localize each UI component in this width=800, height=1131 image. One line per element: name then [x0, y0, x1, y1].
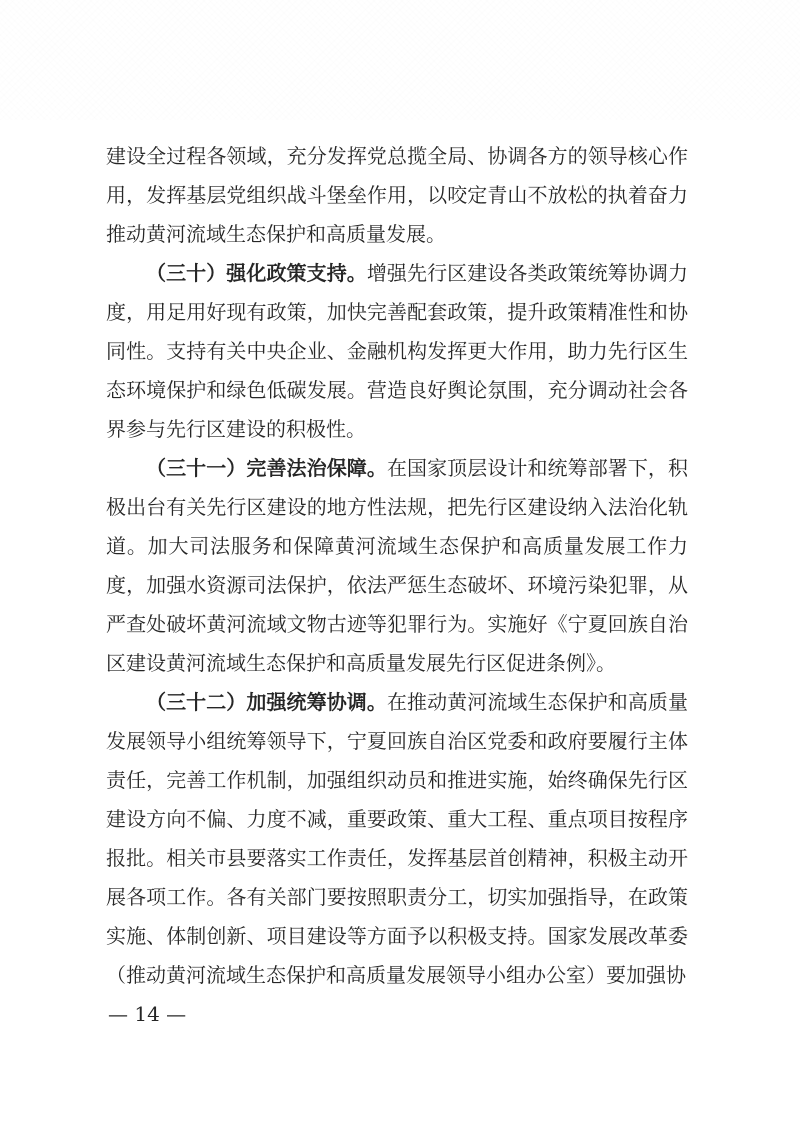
section-30-heading: （三十）强化政策支持。 — [146, 261, 367, 285]
page-number: — 14 — — [108, 1002, 187, 1026]
paragraph-continuation — [106, 137, 688, 254]
paragraph-text: 增强先行区建设各类政策统筹协调力度，用足用好现有政策，加快完善配套政策，提升政策精准性和协同性。支持有关中央企业、金融机构发挥更大作用，助力先行区生态环境保护和绿色低碳发展。营造良好舆论氛围，充分调动社会各界参与先行区建设的积极性。 — [106, 261, 689, 441]
paragraph-section-32 — [106, 683, 688, 995]
paragraph-section-30 — [106, 254, 688, 449]
document-body — [106, 137, 688, 995]
paragraph-text: 在推动黄河流域生态保护和高质量发展领导小组统筹领导下，宁夏回族自治区党委和政府要履行主体责任，完善工作机制，加强组织动员和推进实施，始终确保先行区建设方向不偏、力度不减，重要政策、重大工程、重点项目按程序报批。相关市县要落实工作责任，发挥基层首创精神，积极主动开展各项工作。各有关部门要按照职责分工，切实加强指导，在政策实施、体制创新、项目建设等方面予以积极支持。国家发展改革委（推动黄河流域生态保护和高质量发展领导小组办公室）要加强协 — [106, 690, 689, 987]
paragraph-section-31 — [106, 449, 688, 683]
section-32-heading: （三十二）加强统筹协调。 — [146, 690, 387, 714]
section-31-heading: （三十一）完善法治保障。 — [146, 456, 387, 480]
paragraph-text: 在国家顶层设计和统筹部署下，积极出台有关先行区建设的地方性法规，把先行区建设纳入法治化轨道。加大司法服务和保障黄河流域生态保护和高质量发展工作力度，加强水资源司法保护，依法严惩生态破坏、环境污染犯罪，从严查处破坏黄河流域文物古迹等犯罪行为。实施好《宁夏回族自治区建设黄河流域生态保护和高质量发展先行区促进条例》。 — [106, 456, 689, 675]
paragraph-text: 建设全过程各领域，充分发挥党总揽全局、协调各方的领导核心作用，发挥基层党组织战斗堡垒作用，以咬定青山不放松的执着奋力推动黄河流域生态保护和高质量发展。 — [106, 144, 688, 246]
scan-noise-texture — [0, 0, 800, 120]
